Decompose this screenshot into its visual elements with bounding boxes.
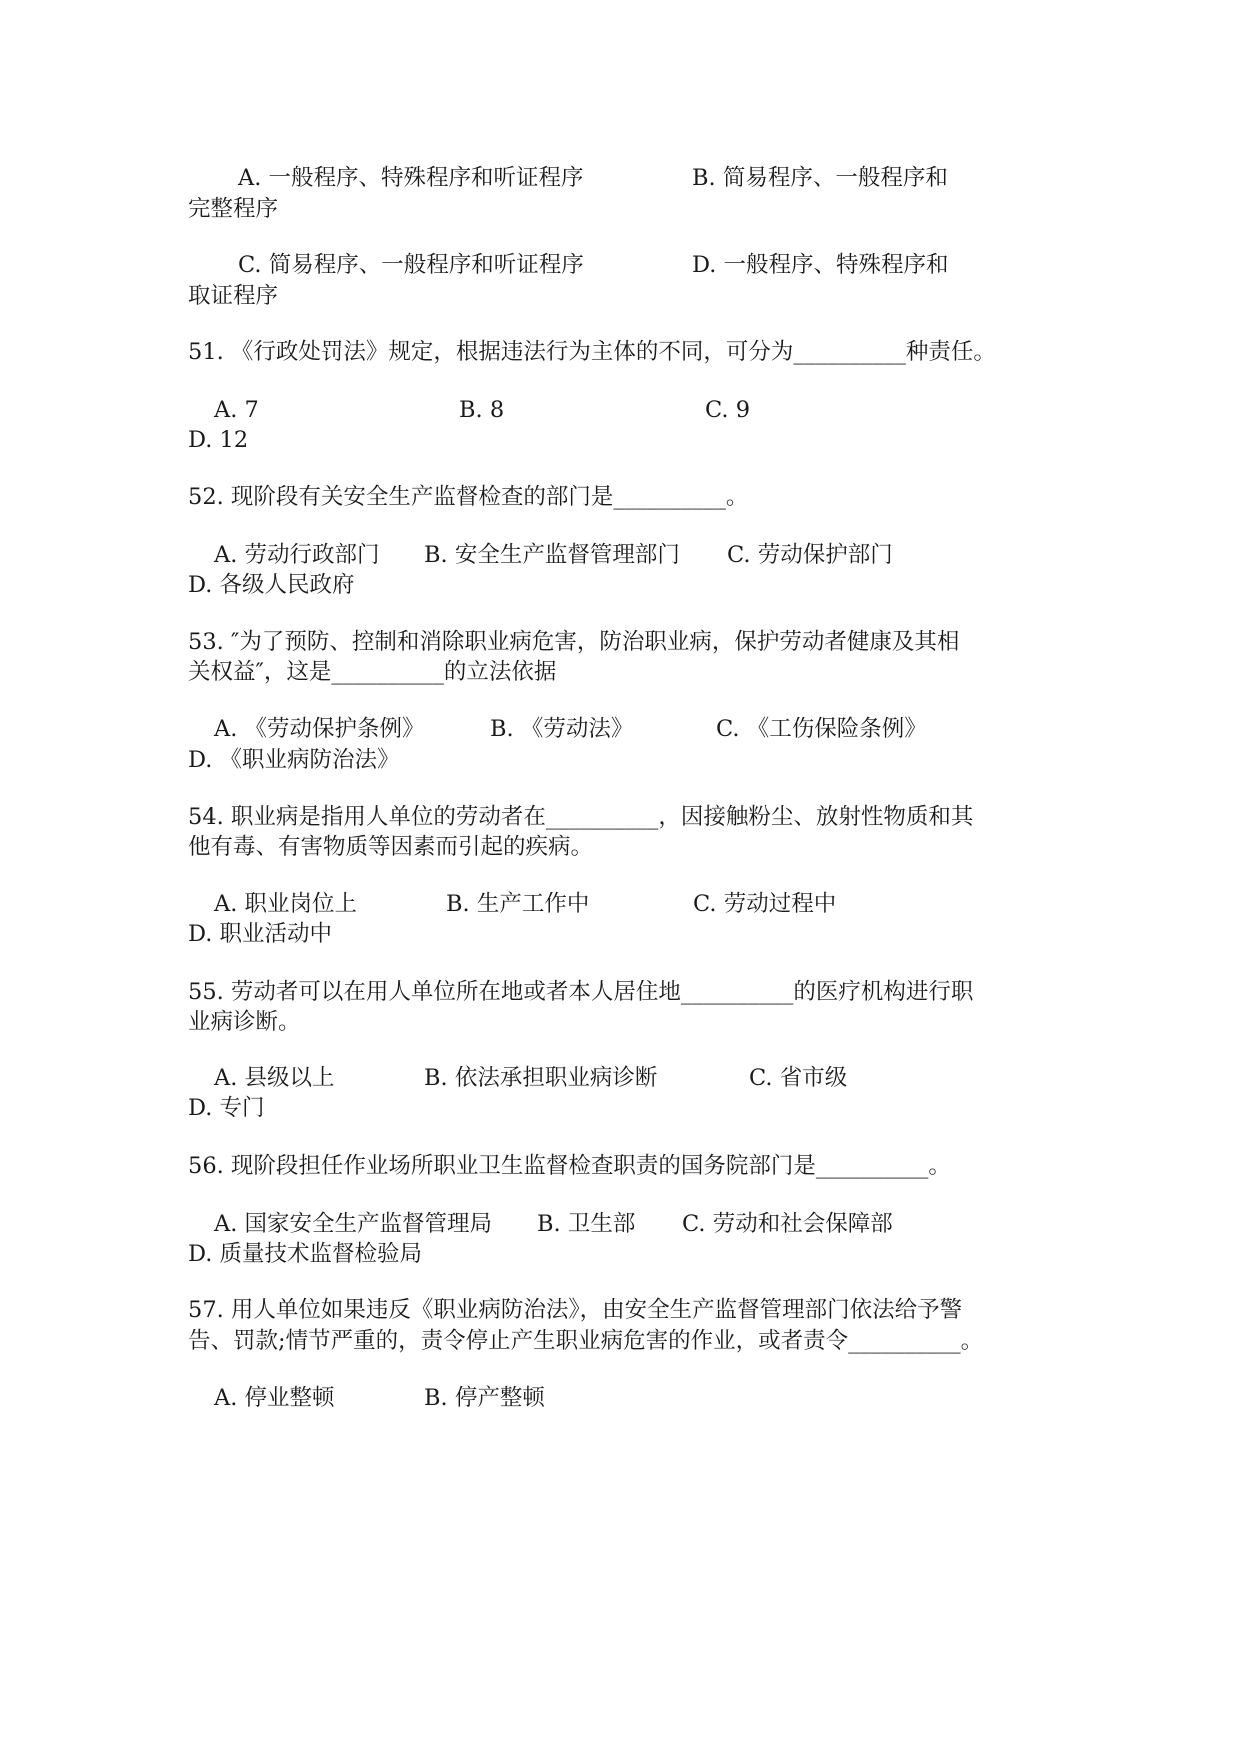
q57-option-a: A. 停业整顿 <box>214 1385 335 1411</box>
question-51-stem: 51. 《行政处罚法》规定，根据违法行为主体的不同，可分为__________种责任。 <box>188 339 996 365</box>
q51-option-b: B. 8 <box>459 397 505 423</box>
q54-option-a: A. 职业岗位上 <box>214 891 358 917</box>
q52-option-c: C. 劳动保护部门 <box>727 542 893 568</box>
q51-option-c: C. 9 <box>705 397 751 423</box>
question-54-stem-line2: 他有毒、有害物质等因素而引起的疾病。 <box>188 834 594 860</box>
q55-option-d: D. 专门 <box>188 1095 265 1121</box>
q54-option-d: D. 职业活动中 <box>188 921 333 947</box>
q55-option-a: A. 县级以上 <box>214 1065 335 1091</box>
q52-option-d: D. 各级人民政府 <box>188 572 355 598</box>
q50-option-a: A. 一般程序、特殊程序和听证程序 <box>238 165 584 191</box>
q53-option-d: D. 《职业病防治法》 <box>188 747 400 773</box>
q54-option-c: C. 劳动过程中 <box>693 891 837 917</box>
question-52-stem: 52. 现阶段有关安全生产监督检查的部门是__________。 <box>188 484 749 510</box>
question-57-stem-line1: 57. 用人单位如果违反《职业病防治法》，由安全生产监督管理部门依法给予警 <box>188 1297 963 1323</box>
q53-option-c: C. 《工伤保险条例》 <box>716 716 927 742</box>
q56-option-b: B. 卫生部 <box>537 1211 636 1237</box>
q50-option-d-continued: 取证程序 <box>188 283 279 309</box>
q56-option-c: C. 劳动和社会保障部 <box>682 1211 893 1237</box>
q54-option-b: B. 生产工作中 <box>446 891 590 917</box>
q53-option-a: A. 《劳动保护条例》 <box>214 716 425 742</box>
q56-option-d: D. 质量技术监督检验局 <box>188 1241 423 1267</box>
question-53-stem-line2: 关权益″，这是__________的立法依据 <box>188 659 557 685</box>
q51-option-d: D. 12 <box>188 427 249 453</box>
q53-option-b: B. 《劳动法》 <box>490 716 634 742</box>
q50-option-d: D. 一般程序、特殊程序和 <box>692 252 949 278</box>
q52-option-a: A. 劳动行政部门 <box>214 542 380 568</box>
q51-option-a: A. 7 <box>214 397 259 423</box>
q50-option-b: B. 简易程序、一般程序和 <box>692 165 948 191</box>
q50-option-b-continued: 完整程序 <box>188 196 279 222</box>
q55-option-c: C. 省市级 <box>749 1065 848 1091</box>
q56-option-a: A. 国家安全生产监督管理局 <box>214 1211 493 1237</box>
question-54-stem-line1: 54. 职业病是指用人单位的劳动者在__________，因接触粉尘、放射性物质和其 <box>188 804 974 830</box>
question-55-stem-line2: 业病诊断。 <box>188 1009 301 1035</box>
question-53-stem-line1: 53. ″为了预防、控制和消除职业病危害，防治职业病，保护劳动者健康及其相 <box>188 629 960 655</box>
q50-option-c: C. 简易程序、一般程序和听证程序 <box>238 252 584 278</box>
question-57-stem-line2: 告、罚款;情节严重的，责令停止产生职业病危害的作业，或者责令__________。 <box>188 1328 984 1354</box>
q57-option-b: B. 停产整顿 <box>424 1385 545 1411</box>
question-55-stem-line1: 55. 劳动者可以在用人单位所在地或者本人居住地__________的医疗机构进行职 <box>188 979 974 1005</box>
q52-option-b: B. 安全生产监督管理部门 <box>424 542 680 568</box>
question-56-stem: 56. 现阶段担任作业场所职业卫生监督检查职责的国务院部门是__________。 <box>188 1153 951 1179</box>
q55-option-b: B. 依法承担职业病诊断 <box>424 1065 658 1091</box>
